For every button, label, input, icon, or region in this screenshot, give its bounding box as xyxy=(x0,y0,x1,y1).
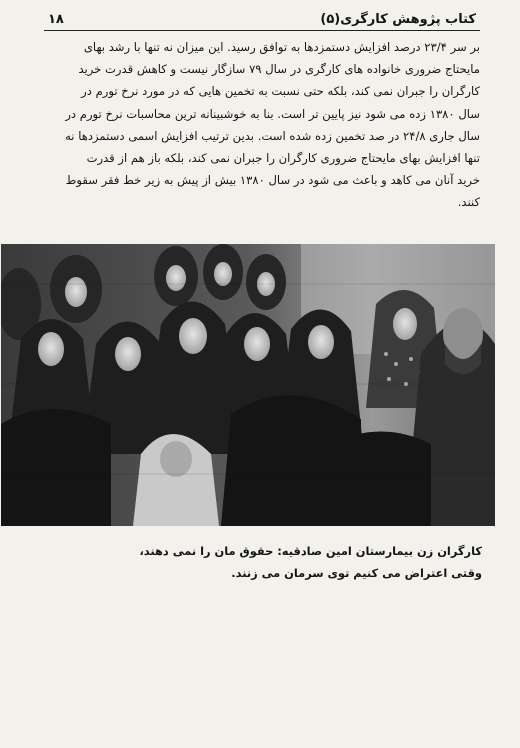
body-line: خرید آنان می کاهد و باعث می شود در سال ۱۳۸۰ بیش از پیش به زیر خط فقر سقوط xyxy=(65,173,480,188)
body-paragraph xyxy=(44,36,480,214)
caption-line: کارگران زن بیمارستان امین صادقیه: حقوق مان را نمی دهند، xyxy=(139,544,482,558)
header-rule xyxy=(44,30,480,31)
body-line: کنند. xyxy=(457,195,480,210)
photo-illustration xyxy=(1,244,495,526)
body-line: بر سر ۲۳/۴ درصد افزایش دستمزدها به توافق رسید. این میزان نه تنها با رشد بهای xyxy=(83,40,480,54)
body-line: سال ۱۳۸۰ زده می شود نیز پایین تر است. بنا به خوشبینانه ترین محاسبات نرخ تورم در xyxy=(65,106,480,121)
page-number: ۱۸ xyxy=(48,11,64,27)
photo-caption xyxy=(40,540,482,584)
body-line: مایحتاج ضروری خانواده های کارگری در سال ۷۹ سازگار نیست و کاهش قدرت خرید xyxy=(78,62,480,77)
body-line: تنها افزایش بهای مایحتاج ضروری کارگران را جبران نمی کند، بلکه باز هم از قدرت xyxy=(86,151,480,166)
photograph-women-workers xyxy=(1,244,495,526)
running-head xyxy=(48,8,476,30)
book-title: کتاب پژوهش کارگری(۵) xyxy=(320,11,476,27)
body-line: سال جاری ۲۴/۸ در صد تخمین زده شده است. بدین ترتیب افزایش اسمی دستمزدها نه xyxy=(65,128,480,143)
body-line: کارگران را جبران نمی کند، بلکه حتی نسبت به تخمین هایی که در مورد نرخ تورم در xyxy=(81,84,480,99)
caption-line: وقتی اعتراض می کنیم توی سرمان می زنند. xyxy=(231,566,482,580)
